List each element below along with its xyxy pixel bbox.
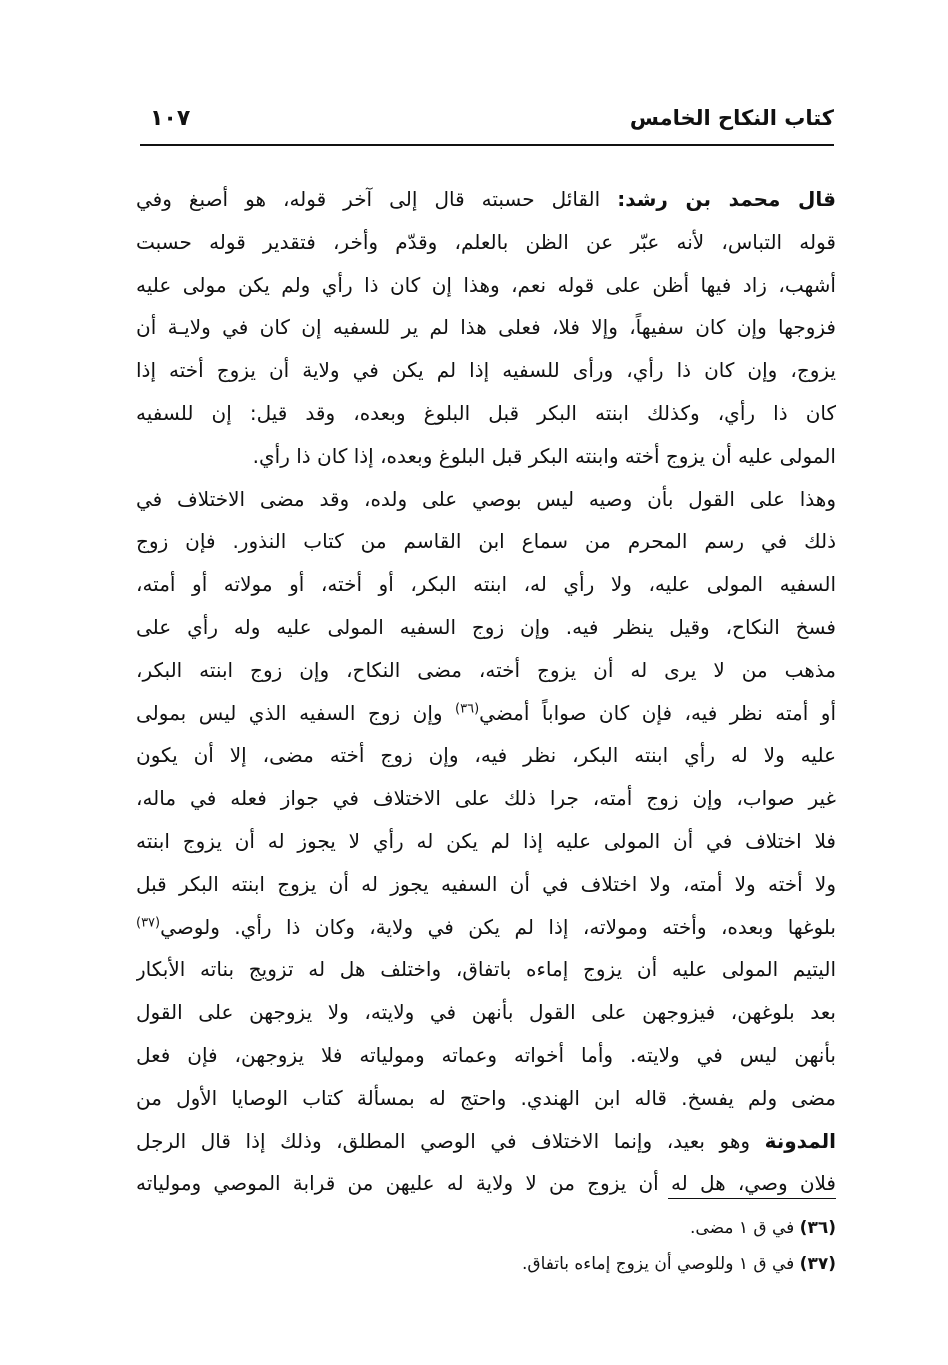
- running-header: [140, 104, 834, 144]
- text-line: [136, 906, 836, 949]
- text-line: فلا اختلاف في أن المولى عليه إذا لم يكن له رأي لا يجوز له أن يزوج ابنته: [136, 828, 836, 853]
- main-text: [136, 178, 836, 1205]
- text-line: ولا أخته ولا أمته، ولا اختلاف في أن السفيه يجوز له أن يزوج ابنته البكر قبل: [136, 871, 836, 896]
- text-line: يزوج، وإن كان ذا رأي، ورأى للسفيه إذا لم يكن في ولاية أن يزوج أخته إذا: [136, 358, 836, 383]
- text-line: أشهب، زاد فيها أظن على قوله نعم، وهذا إن كان ذا رأي ولم يكن مولى عليه: [136, 272, 836, 297]
- footnote-ref-36: (٣٦): [455, 700, 480, 716]
- text-line: [136, 692, 836, 735]
- footnote-text: في ق ١ مضى.: [690, 1218, 800, 1238]
- footnote-37: [136, 1246, 836, 1282]
- text-line: فسخ النكاح، وقيل ينظر فيه. وإن زوج السفيه المولى عليه وله رأي على: [136, 614, 836, 639]
- text-line: [136, 178, 836, 221]
- text-line: المولى عليه أن يزوج أخته وابنته البكر قبل البلوغ وبعده، إذا كان ذا رأي.: [252, 443, 836, 468]
- cited-work-title: المدونة: [764, 1128, 836, 1153]
- book-section-title: كتاب النكاح الخامس: [629, 106, 834, 130]
- text-line: قوله التباس، لأنه عبّر عن الظن بالعلم، وقدّم وأخر، فتقدير قوله حسبت: [136, 229, 836, 254]
- footnote-36: [136, 1210, 836, 1246]
- footnote-text: في ق ١ وللوصي أن يزوج إماءه باتفاق.: [521, 1254, 800, 1274]
- text-segment: القائل حسبته قال إلى آخر قوله، هو أصبغ وفي: [136, 187, 618, 211]
- speaker-label: قال محمد بن رشد:: [617, 187, 836, 211]
- text-line: مذهب من لا يرى له أن يزوج أخته، مضى النكاح، وإن زوج ابنته البكر،: [136, 657, 836, 682]
- text-line: بعد بلوغهن، فيزوجهن على القول بأنهن في ولايته، ولا يزوجهن على القول: [136, 1000, 836, 1025]
- text-line: كان ذا رأي، وكذلك ابنته البكر قبل البلوغ وبعده، وقد قيل: إن للسفيه: [136, 400, 836, 425]
- text-line: عليه ولا له رأي ابنته البكر، نظر فيه، وإن زوج أخته مضى، إلا أن يكون: [136, 743, 836, 768]
- text-line: فزوجها وإن كان سفيهاً، وإلا فلا، فعلى هذا لم ير للسفيه إن كان في ولايـة أن: [136, 315, 836, 340]
- footnote-number: (٣٧): [799, 1254, 836, 1274]
- footnote-ref-37: (٣٧): [136, 914, 161, 930]
- text-line: السفيه المولى عليه، ولا رأي له، ابنته البكر، أو أخته، أو مولاته أو أمته،: [136, 572, 836, 597]
- text-segment: بلوغها وبعده، وأخته ومولاته، إذا لم يكن في ولاية، وكان ذا رأي. ولوصي: [160, 914, 836, 939]
- text-line: مضى ولم يفسخ. قاله ابن الهندي. واحتج له بمسألة كتاب الوصايا الأول من: [136, 1085, 836, 1110]
- text-line: فلان وصي، هل له أن يزوج من لا ولاية له عليهن من قرابة الموصي ومولياته: [136, 1171, 836, 1196]
- text-line: بأنهن ليس في ولايته. وأما أخواته وعماته ومولياته فلا يزوجهن، فإن فعل: [136, 1042, 836, 1067]
- text-line: ذلك في رسم المحرم من سماع ابن القاسم من كتاب النذور. فإن زوج: [136, 529, 836, 554]
- text-segment: وإن زوج السفيه الذي ليس بمولى: [136, 700, 456, 725]
- text-segment: وهو بعيد، وإنما الاختلاف في الوصي المطلق، وذلك إذا قال الرجل: [136, 1128, 765, 1153]
- text-line: [136, 1120, 836, 1163]
- page-number: ١٠٧: [150, 106, 191, 131]
- footnote-number: (٣٦): [799, 1218, 836, 1238]
- header-rule: [140, 144, 834, 146]
- footnote-separator: [668, 1198, 836, 1199]
- text-line: اليتيم المولى عليه أن يزوج إماءه باتفاق، واختلف هل له تزويج بناته الأبكار: [136, 957, 836, 982]
- text-line: وهذا على القول بأن وصيه ليس بوصي على ولده، وقد مضى الاختلاف في: [136, 486, 836, 511]
- footnotes: [136, 1210, 836, 1282]
- text-line: غير صواب، وإن زوج أمته، جرا ذلك على الاختلاف في جواز فعله في ماله،: [136, 786, 836, 811]
- text-segment: أو أمته نظر فيه، فإن كان صواباً أمضي: [479, 700, 836, 725]
